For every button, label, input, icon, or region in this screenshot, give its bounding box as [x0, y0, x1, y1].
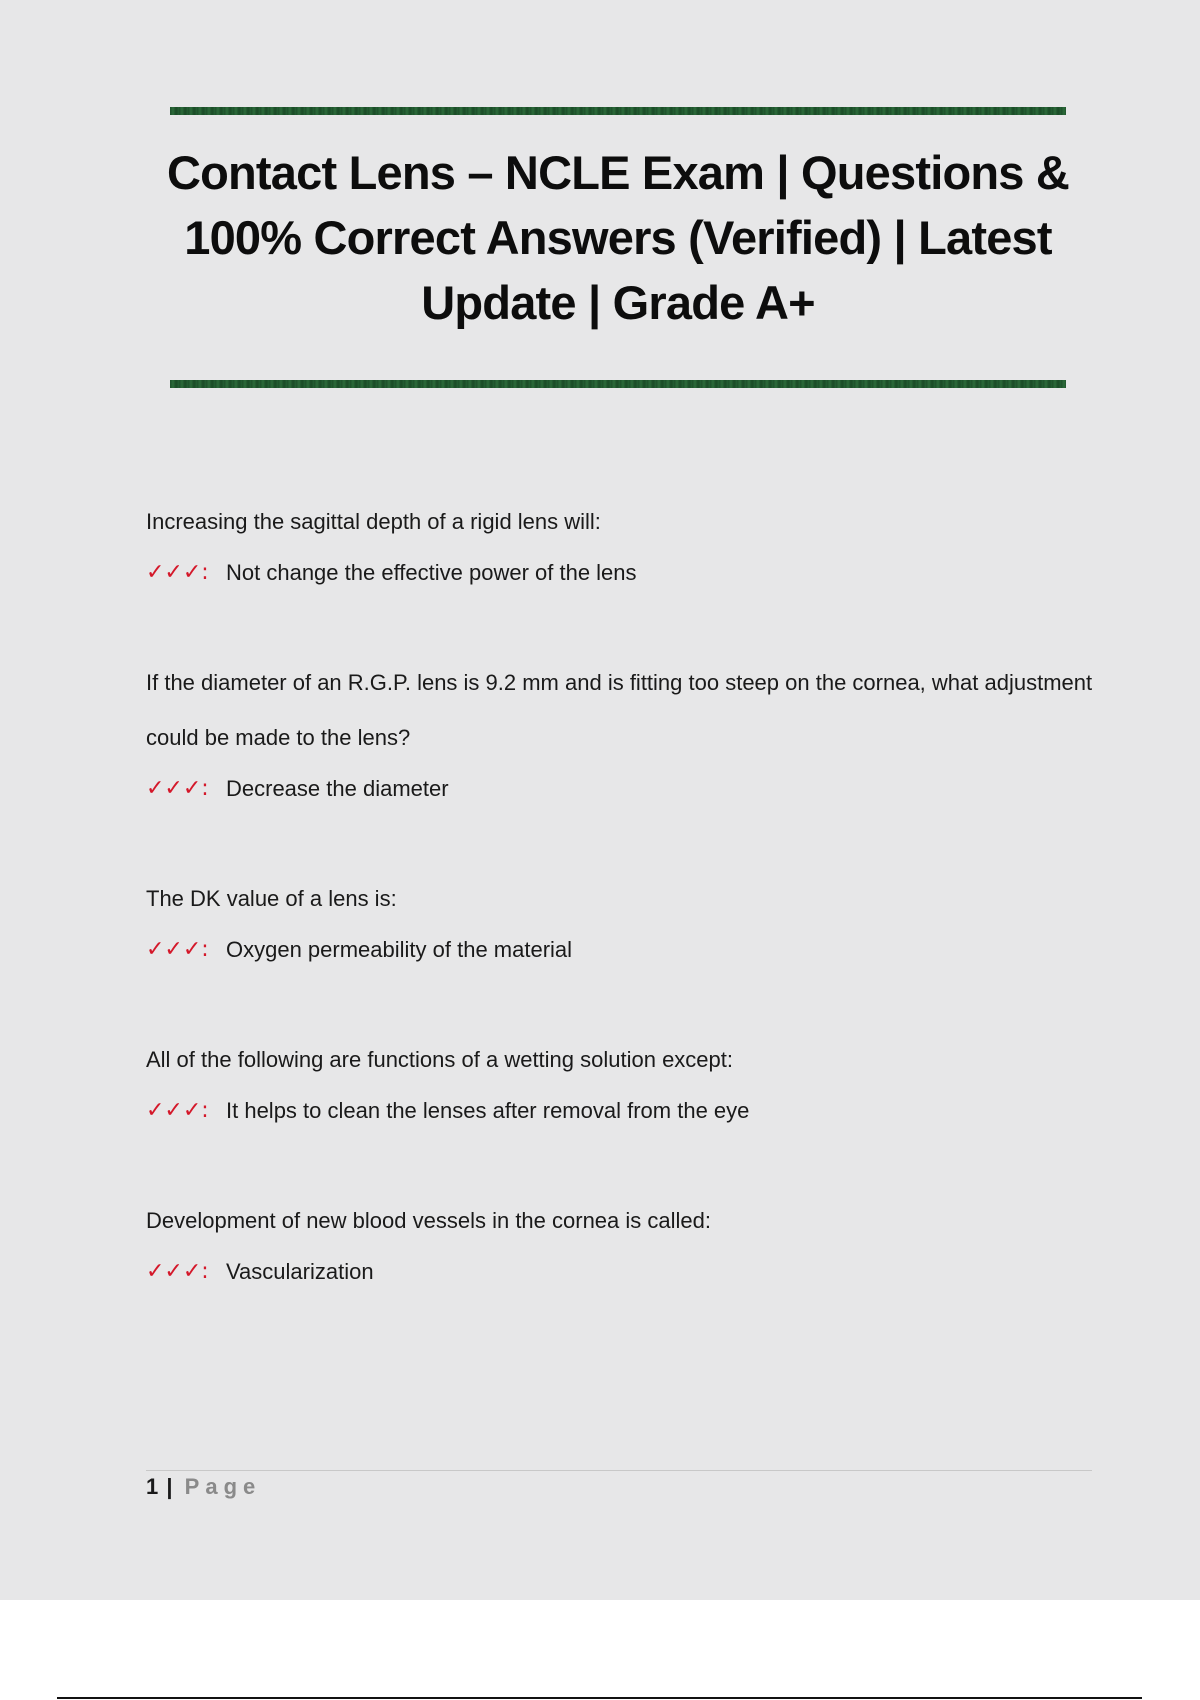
answer-row: [146, 553, 1106, 593]
answer-text: Vascularization: [226, 1259, 374, 1284]
answer-text: It helps to clean the lenses after removal from the eye: [226, 1098, 750, 1123]
document-title: Contact Lens – NCLE Exam | Questions & 100% Correct Answers (Verified) | Latest Update | Grade A+: [166, 146, 1070, 329]
answer-row: [146, 1091, 1106, 1131]
answer-row: [146, 930, 1106, 970]
footer-divider: [146, 1470, 1092, 1471]
qa-item: [146, 494, 1106, 593]
answer-text: Not change the effective power of the lens: [226, 560, 637, 585]
question-text: All of the following are functions of a wetting solution except:: [146, 1047, 734, 1072]
page-footer: [146, 1474, 261, 1500]
answer-text: Decrease the diameter: [226, 776, 449, 801]
answer-row: [146, 769, 1106, 809]
qa-list: [146, 494, 1106, 1354]
checkmark-icon: ✓✓✓:: [146, 1259, 209, 1284]
question-text: Increasing the sagittal depth of a rigid lens will:: [146, 509, 601, 534]
checkmark-icon: ✓✓✓:: [146, 560, 209, 585]
checkmark-icon: ✓✓✓:: [146, 776, 209, 801]
title-top-rule: [170, 107, 1066, 115]
checkmark-icon: ✓✓✓:: [146, 1098, 209, 1123]
question-text: If the diameter of an R.G.P. lens is 9.2 mm and is fitting too steep on the cornea, what adjustment could be made to the lens?: [146, 670, 1093, 750]
page-label: Page: [184, 1474, 262, 1499]
qa-item: [146, 1032, 1106, 1131]
answer-text: Oxygen permeability of the material: [226, 937, 573, 962]
page-number: 1: [146, 1474, 160, 1499]
next-page-top-rule: [57, 1697, 1142, 1699]
qa-item: [146, 655, 1106, 809]
question-text: The DK value of a lens is:: [146, 886, 397, 911]
answer-row: [146, 1252, 1106, 1292]
qa-item: [146, 871, 1106, 970]
page-separator: |: [166, 1474, 174, 1499]
title-bottom-rule: [170, 380, 1066, 388]
question-text: Development of new blood vessels in the cornea is called:: [146, 1208, 711, 1233]
checkmark-icon: ✓✓✓:: [146, 937, 209, 962]
qa-item: [146, 1193, 1106, 1292]
